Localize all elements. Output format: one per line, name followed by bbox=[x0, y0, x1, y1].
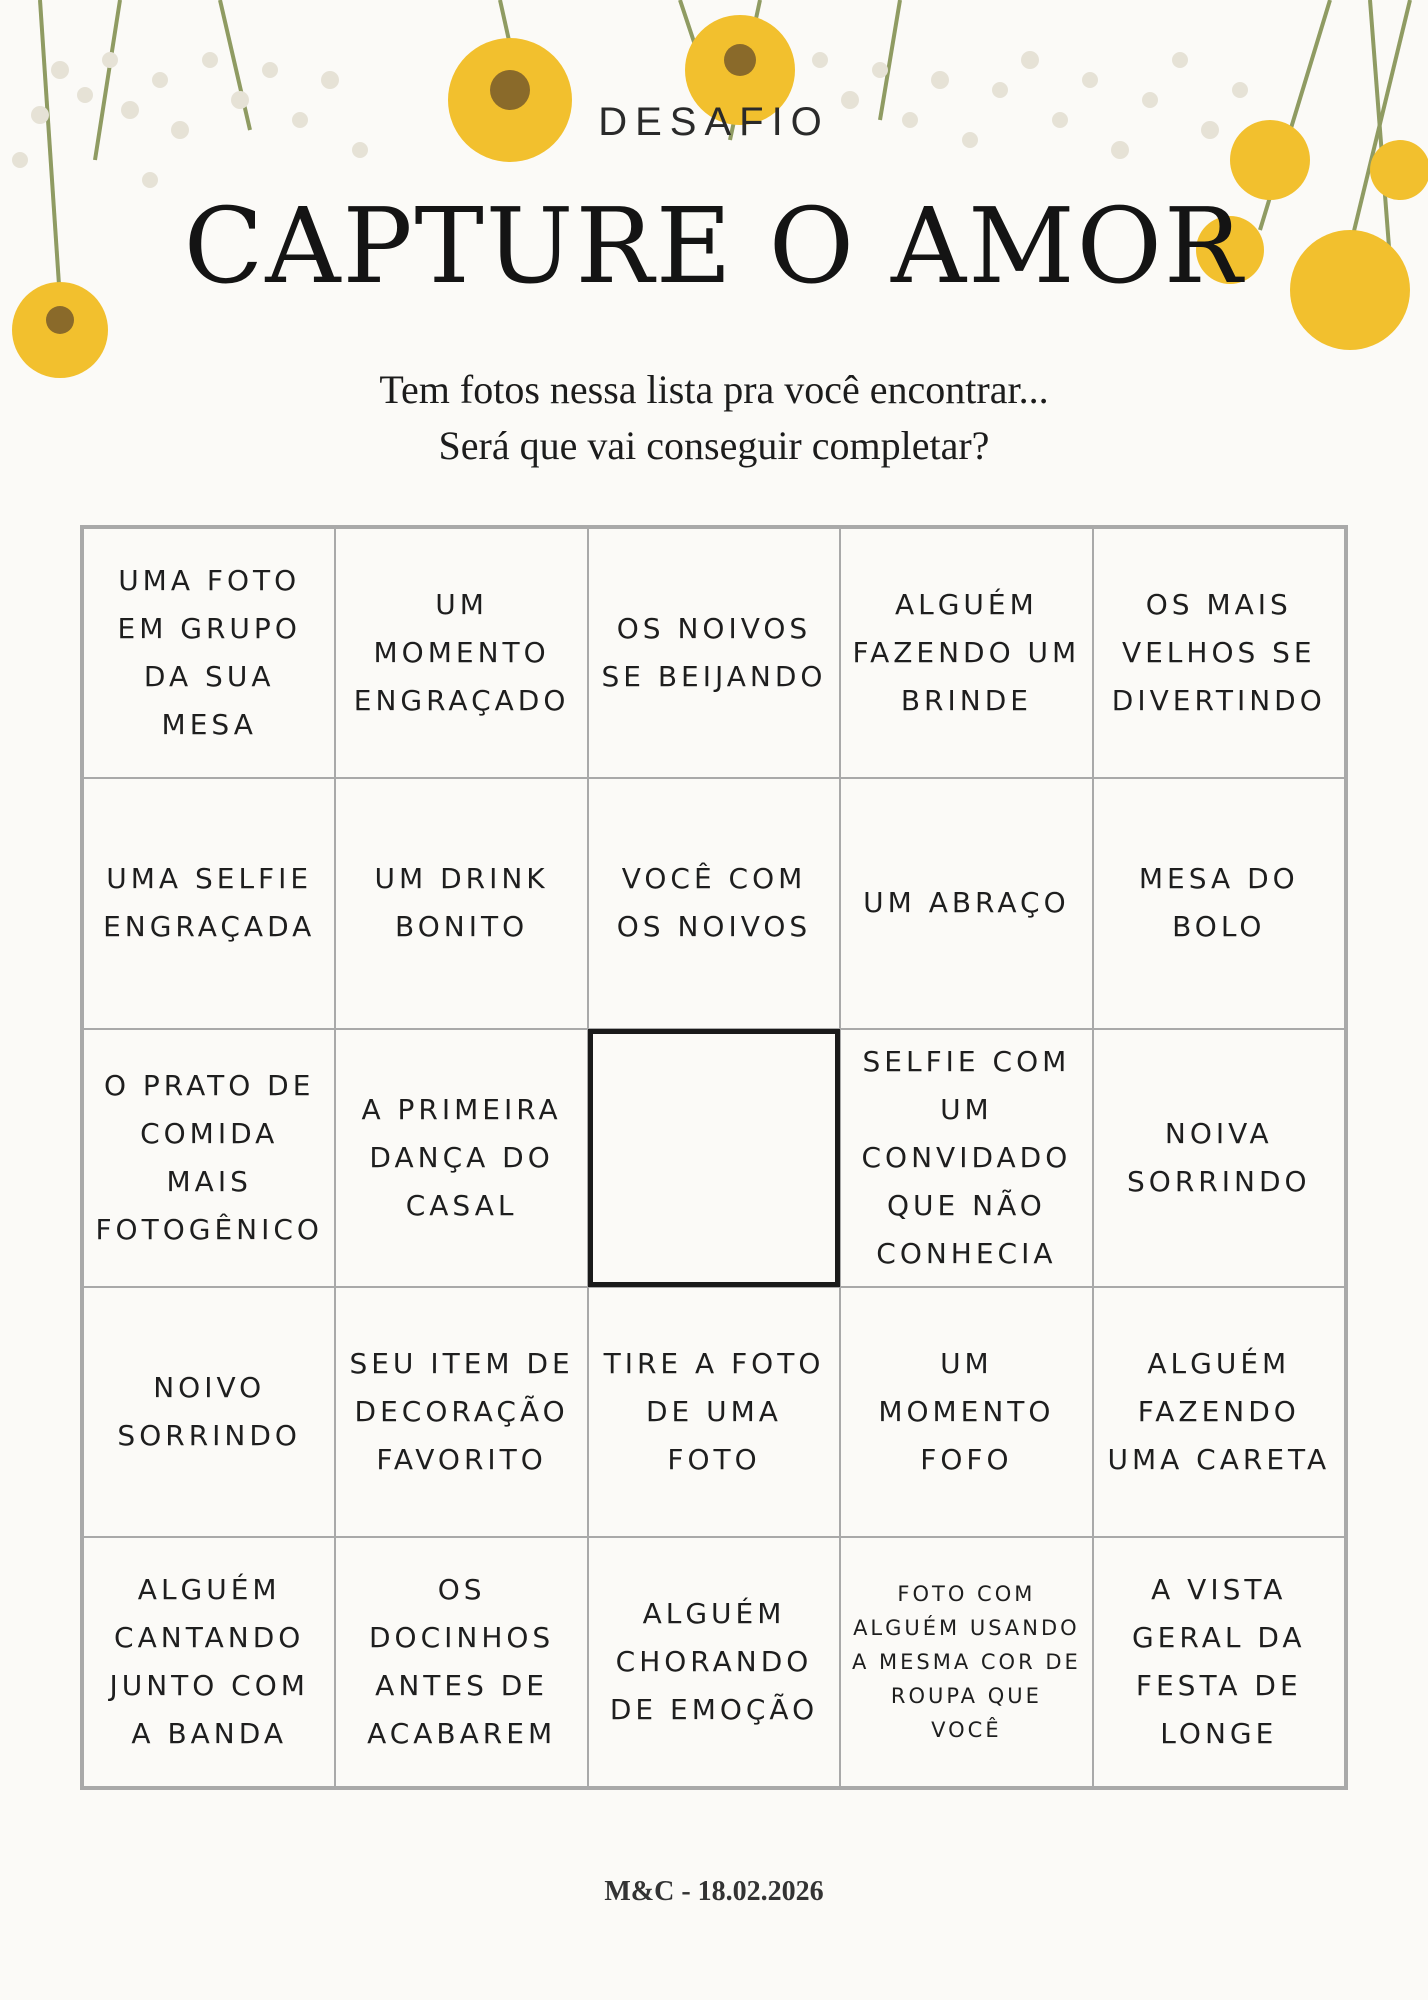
page-title: CAPTURE O AMOR bbox=[183, 185, 1245, 307]
subtitle bbox=[0, 362, 1428, 474]
bingo-cell[interactable]: OS DOCINHOS ANTES DE ACABAREM bbox=[335, 1537, 587, 1787]
bingo-cell[interactable]: ALGUÉM CANTANDO JUNTO COM A BANDA bbox=[83, 1537, 335, 1787]
bingo-cell[interactable]: MESA DO BOLO bbox=[1093, 778, 1345, 1028]
bingo-cell[interactable]: UMA FOTO EM GRUPO DA SUA MESA bbox=[83, 528, 335, 778]
bingo-cell[interactable]: SEU ITEM DE DECORAÇÃO FAVORITO bbox=[335, 1287, 587, 1537]
bingo-cell[interactable]: TIRE A FOTO DE UMA FOTO bbox=[588, 1287, 840, 1537]
bingo-cell[interactable]: NOIVA SORRINDO bbox=[1093, 1029, 1345, 1287]
bingo-cell[interactable]: ALGUÉM CHORANDO DE EMOÇÃO bbox=[588, 1537, 840, 1787]
bingo-cell[interactable]: A VISTA GERAL DA FESTA DE LONGE bbox=[1093, 1537, 1345, 1787]
bingo-cell[interactable]: UM DRINK BONITO bbox=[335, 778, 587, 1028]
bingo-cell[interactable]: UM MOMENTO ENGRAÇADO bbox=[335, 528, 587, 778]
bingo-cell[interactable]: OS MAIS VELHOS SE DIVERTINDO bbox=[1093, 528, 1345, 778]
bingo-cell[interactable]: A PRIMEIRA DANÇA DO CASAL bbox=[335, 1029, 587, 1287]
bingo-cell[interactable]: ALGUÉM FAZENDO UMA CARETA bbox=[1093, 1287, 1345, 1537]
bingo-cell[interactable]: O PRATO DE COMIDA MAIS FOTOGÊNICO bbox=[83, 1029, 335, 1287]
subtitle-line-2: Será que vai conseguir completar? bbox=[438, 423, 990, 468]
bingo-cell[interactable]: UMA SELFIE ENGRAÇADA bbox=[83, 778, 335, 1028]
bingo-cell[interactable]: VOCÊ COM OS NOIVOS bbox=[588, 778, 840, 1028]
bingo-cell[interactable]: OS NOIVOS SE BEIJANDO bbox=[588, 528, 840, 778]
bingo-cell[interactable]: NOIVO SORRINDO bbox=[83, 1287, 335, 1537]
subtitle-line-1: Tem fotos nessa lista pra você encontrar... bbox=[379, 367, 1049, 412]
footer-signature: M&C - 18.02.2026 bbox=[604, 1876, 824, 1907]
free-space-cell[interactable] bbox=[588, 1029, 840, 1287]
bingo-cell[interactable]: UM MOMENTO FOFO bbox=[840, 1287, 1092, 1537]
bingo-cell[interactable]: SELFIE COM UM CONVIDADO QUE NÃO CONHECIA bbox=[840, 1029, 1092, 1287]
bingo-cell[interactable]: UM ABRAÇO bbox=[840, 778, 1092, 1028]
header-label: DESAFIO bbox=[598, 100, 830, 144]
bingo-cell[interactable]: FOTO COM ALGUÉM USANDO A MESMA COR DE ROUPA QUE VOCÊ bbox=[840, 1537, 1092, 1787]
bingo-grid bbox=[80, 525, 1348, 1790]
bingo-cell[interactable]: ALGUÉM FAZENDO UM BRINDE bbox=[840, 528, 1092, 778]
